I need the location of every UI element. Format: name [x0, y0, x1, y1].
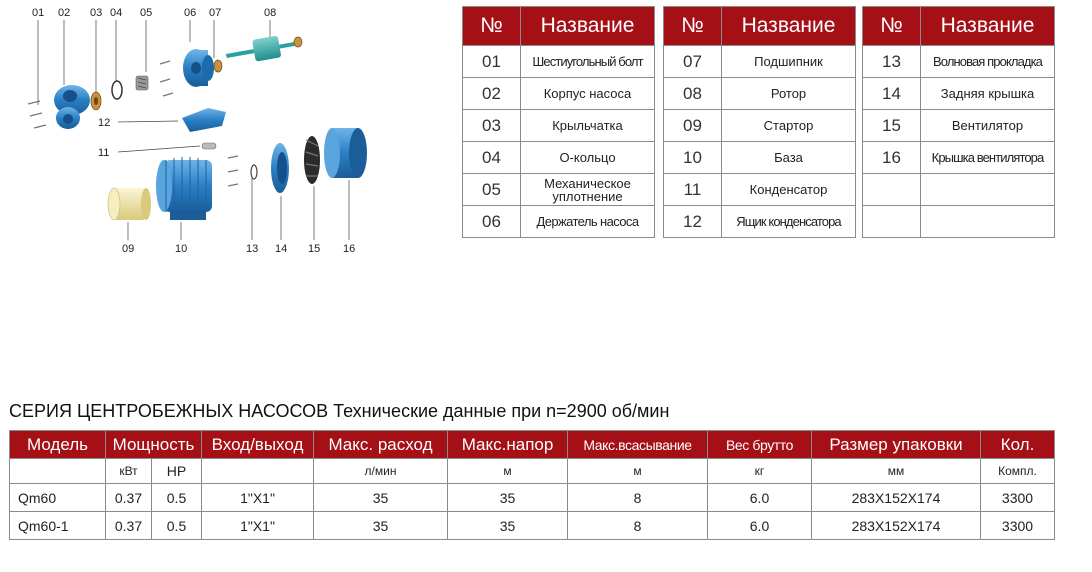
col-header-name: Название	[521, 7, 655, 46]
unit-gross-weight: кг	[708, 459, 812, 484]
col-header-no: №	[463, 7, 521, 46]
unit-model-empty	[10, 459, 106, 484]
callout-13: 13	[246, 243, 259, 255]
part-number: 04	[463, 142, 521, 174]
pump-holder	[183, 49, 214, 87]
o-ring	[112, 81, 122, 99]
col-header-qty: Кол.	[981, 431, 1055, 459]
cell-qty: 3300	[981, 484, 1055, 512]
table-row	[463, 110, 655, 142]
cell-kw: 0.37	[106, 484, 152, 512]
unit-package-size: мм	[812, 459, 981, 484]
callout-09: 09	[122, 243, 135, 255]
part-number: 07	[664, 46, 722, 78]
mechanical-seal	[136, 76, 148, 90]
cell-size: 283X152X174	[812, 512, 981, 540]
col-header-package-size: Размер упаковки	[812, 431, 981, 459]
cell-kw: 0.37	[106, 512, 152, 540]
table-row	[664, 46, 856, 78]
callout-08: 08	[264, 7, 277, 19]
callout-01: 01	[32, 7, 45, 19]
part-number: 08	[664, 78, 722, 110]
unit-max-suction: м	[568, 459, 708, 484]
part-number: 12	[664, 206, 722, 238]
fan-cover	[324, 128, 367, 178]
part-name: Крышка вентилятора	[921, 142, 1055, 174]
part-number: 03	[463, 110, 521, 142]
table-row	[463, 78, 655, 110]
part-name: Задняя крышка	[921, 78, 1055, 110]
cell-flow: 35	[314, 484, 448, 512]
part-number: 06	[463, 206, 521, 238]
part-name: Шестиугольный болт	[521, 46, 655, 78]
part-name: Держатель насоса	[521, 206, 655, 238]
callout-11: 11	[98, 147, 110, 159]
table-row	[463, 46, 655, 78]
cell-suction: 8	[568, 484, 708, 512]
part-name: О-кольцо	[521, 142, 655, 174]
unit-io-empty	[202, 459, 314, 484]
parts-table-2	[663, 6, 856, 238]
callout-16: 16	[343, 243, 356, 255]
part-number: 02	[463, 78, 521, 110]
col-header-gross-weight: Вес брутто	[708, 431, 812, 459]
bearing-front	[214, 60, 222, 72]
table-row	[863, 174, 1055, 206]
col-header-name: Название	[722, 7, 856, 46]
part-name-line-2: уплотнение	[552, 188, 623, 204]
part-name: База	[722, 142, 856, 174]
cell-model: Qm60-1	[10, 512, 106, 540]
cell-io: 1"X1"	[202, 484, 314, 512]
table-row	[463, 142, 655, 174]
part-number: 01	[463, 46, 521, 78]
col-header-model: Модель	[10, 431, 106, 459]
table-row	[863, 46, 1055, 78]
table-row	[463, 174, 655, 206]
spec-units-row	[10, 459, 1055, 484]
parts-table-3	[862, 6, 1055, 238]
table-row	[863, 142, 1055, 174]
impeller	[91, 92, 101, 110]
col-header-power: Мощность	[106, 431, 202, 459]
part-name: Корпус насоса	[521, 78, 655, 110]
cell-hp: 0.5	[152, 484, 202, 512]
unit-power-kw: кВт	[106, 459, 152, 484]
capacitor-box	[182, 108, 226, 132]
capacitor	[202, 143, 216, 149]
cell-head: 35	[448, 512, 568, 540]
callout-04: 04	[110, 7, 123, 19]
table-row	[463, 206, 655, 238]
callout-15: 15	[308, 243, 321, 255]
col-header-no: №	[863, 7, 921, 46]
part-name: Конденсатор	[722, 174, 856, 206]
table-row	[10, 512, 1055, 540]
table-row	[10, 484, 1055, 512]
part-name: Подшипник	[722, 46, 856, 78]
spec-header-row	[10, 431, 1055, 459]
part-name: Ящик конденсатора	[722, 206, 856, 238]
part-name: Крыльчатка	[521, 110, 655, 142]
part-number: 11	[664, 174, 722, 206]
rear-cover	[271, 143, 289, 193]
cell-hp: 0.5	[152, 512, 202, 540]
part-name	[521, 174, 655, 206]
col-header-max-head: Макс.напор	[448, 431, 568, 459]
part-name: Ротор	[722, 78, 856, 110]
spec-table	[9, 430, 1055, 540]
part-name	[921, 206, 1055, 238]
pump-casing	[54, 85, 90, 129]
table-row	[664, 110, 856, 142]
col-header-name: Название	[921, 7, 1055, 46]
col-header-no: №	[664, 7, 722, 46]
table-row	[863, 206, 1055, 238]
spec-title: СЕРИЯ ЦЕНТРОБЕЖНЫХ НАСОСОВ Технические данные при n=2900 об/мин	[9, 401, 670, 421]
cell-suction: 8	[568, 512, 708, 540]
cell-qty: 3300	[981, 512, 1055, 540]
callout-07: 07	[209, 7, 222, 19]
callout-12: 12	[98, 117, 111, 129]
col-header-max-suction: Макс.всасывание	[568, 431, 708, 459]
part-name: Волновая прокладка	[921, 46, 1055, 78]
callout-14: 14	[275, 243, 288, 255]
table-row	[664, 206, 856, 238]
cell-head: 35	[448, 484, 568, 512]
cell-weight: 6.0	[708, 484, 812, 512]
callout-02: 02	[58, 7, 71, 19]
fan	[304, 136, 320, 184]
wave-washer	[251, 165, 257, 179]
part-name-line-1: Механическое	[544, 175, 631, 191]
parts-table-1	[462, 6, 655, 238]
cell-weight: 6.0	[708, 512, 812, 540]
table-row	[664, 142, 856, 174]
callout-05: 05	[140, 7, 153, 19]
table-row	[863, 110, 1055, 142]
cell-size: 283X152X174	[812, 484, 981, 512]
cell-flow: 35	[314, 512, 448, 540]
unit-max-head: м	[448, 459, 568, 484]
part-number: 15	[863, 110, 921, 142]
callout-03: 03	[90, 7, 103, 19]
rotor	[226, 35, 302, 61]
part-name: Стартор	[722, 110, 856, 142]
cell-model: Qm60	[10, 484, 106, 512]
exploded-pump-diagram	[0, 0, 460, 265]
unit-max-flow: л/мин	[314, 459, 448, 484]
part-number	[863, 206, 921, 238]
stator	[108, 188, 151, 220]
unit-power-hp: HP	[152, 459, 202, 484]
motor-housing	[156, 157, 212, 220]
part-number: 16	[863, 142, 921, 174]
part-number: 14	[863, 78, 921, 110]
callout-10: 10	[175, 243, 188, 255]
table-row	[863, 78, 1055, 110]
part-name: Вентилятор	[921, 110, 1055, 142]
cell-io: 1"X1"	[202, 512, 314, 540]
table-row	[664, 78, 856, 110]
table-row	[664, 174, 856, 206]
part-number: 13	[863, 46, 921, 78]
col-header-max-flow: Макс. расход	[314, 431, 448, 459]
part-number	[863, 174, 921, 206]
part-name	[921, 174, 1055, 206]
unit-qty: Компл.	[981, 459, 1055, 484]
callout-06: 06	[184, 7, 197, 19]
part-number: 10	[664, 142, 722, 174]
col-header-inlet-outlet: Вход/выход	[202, 431, 314, 459]
part-number: 05	[463, 174, 521, 206]
part-number: 09	[664, 110, 722, 142]
